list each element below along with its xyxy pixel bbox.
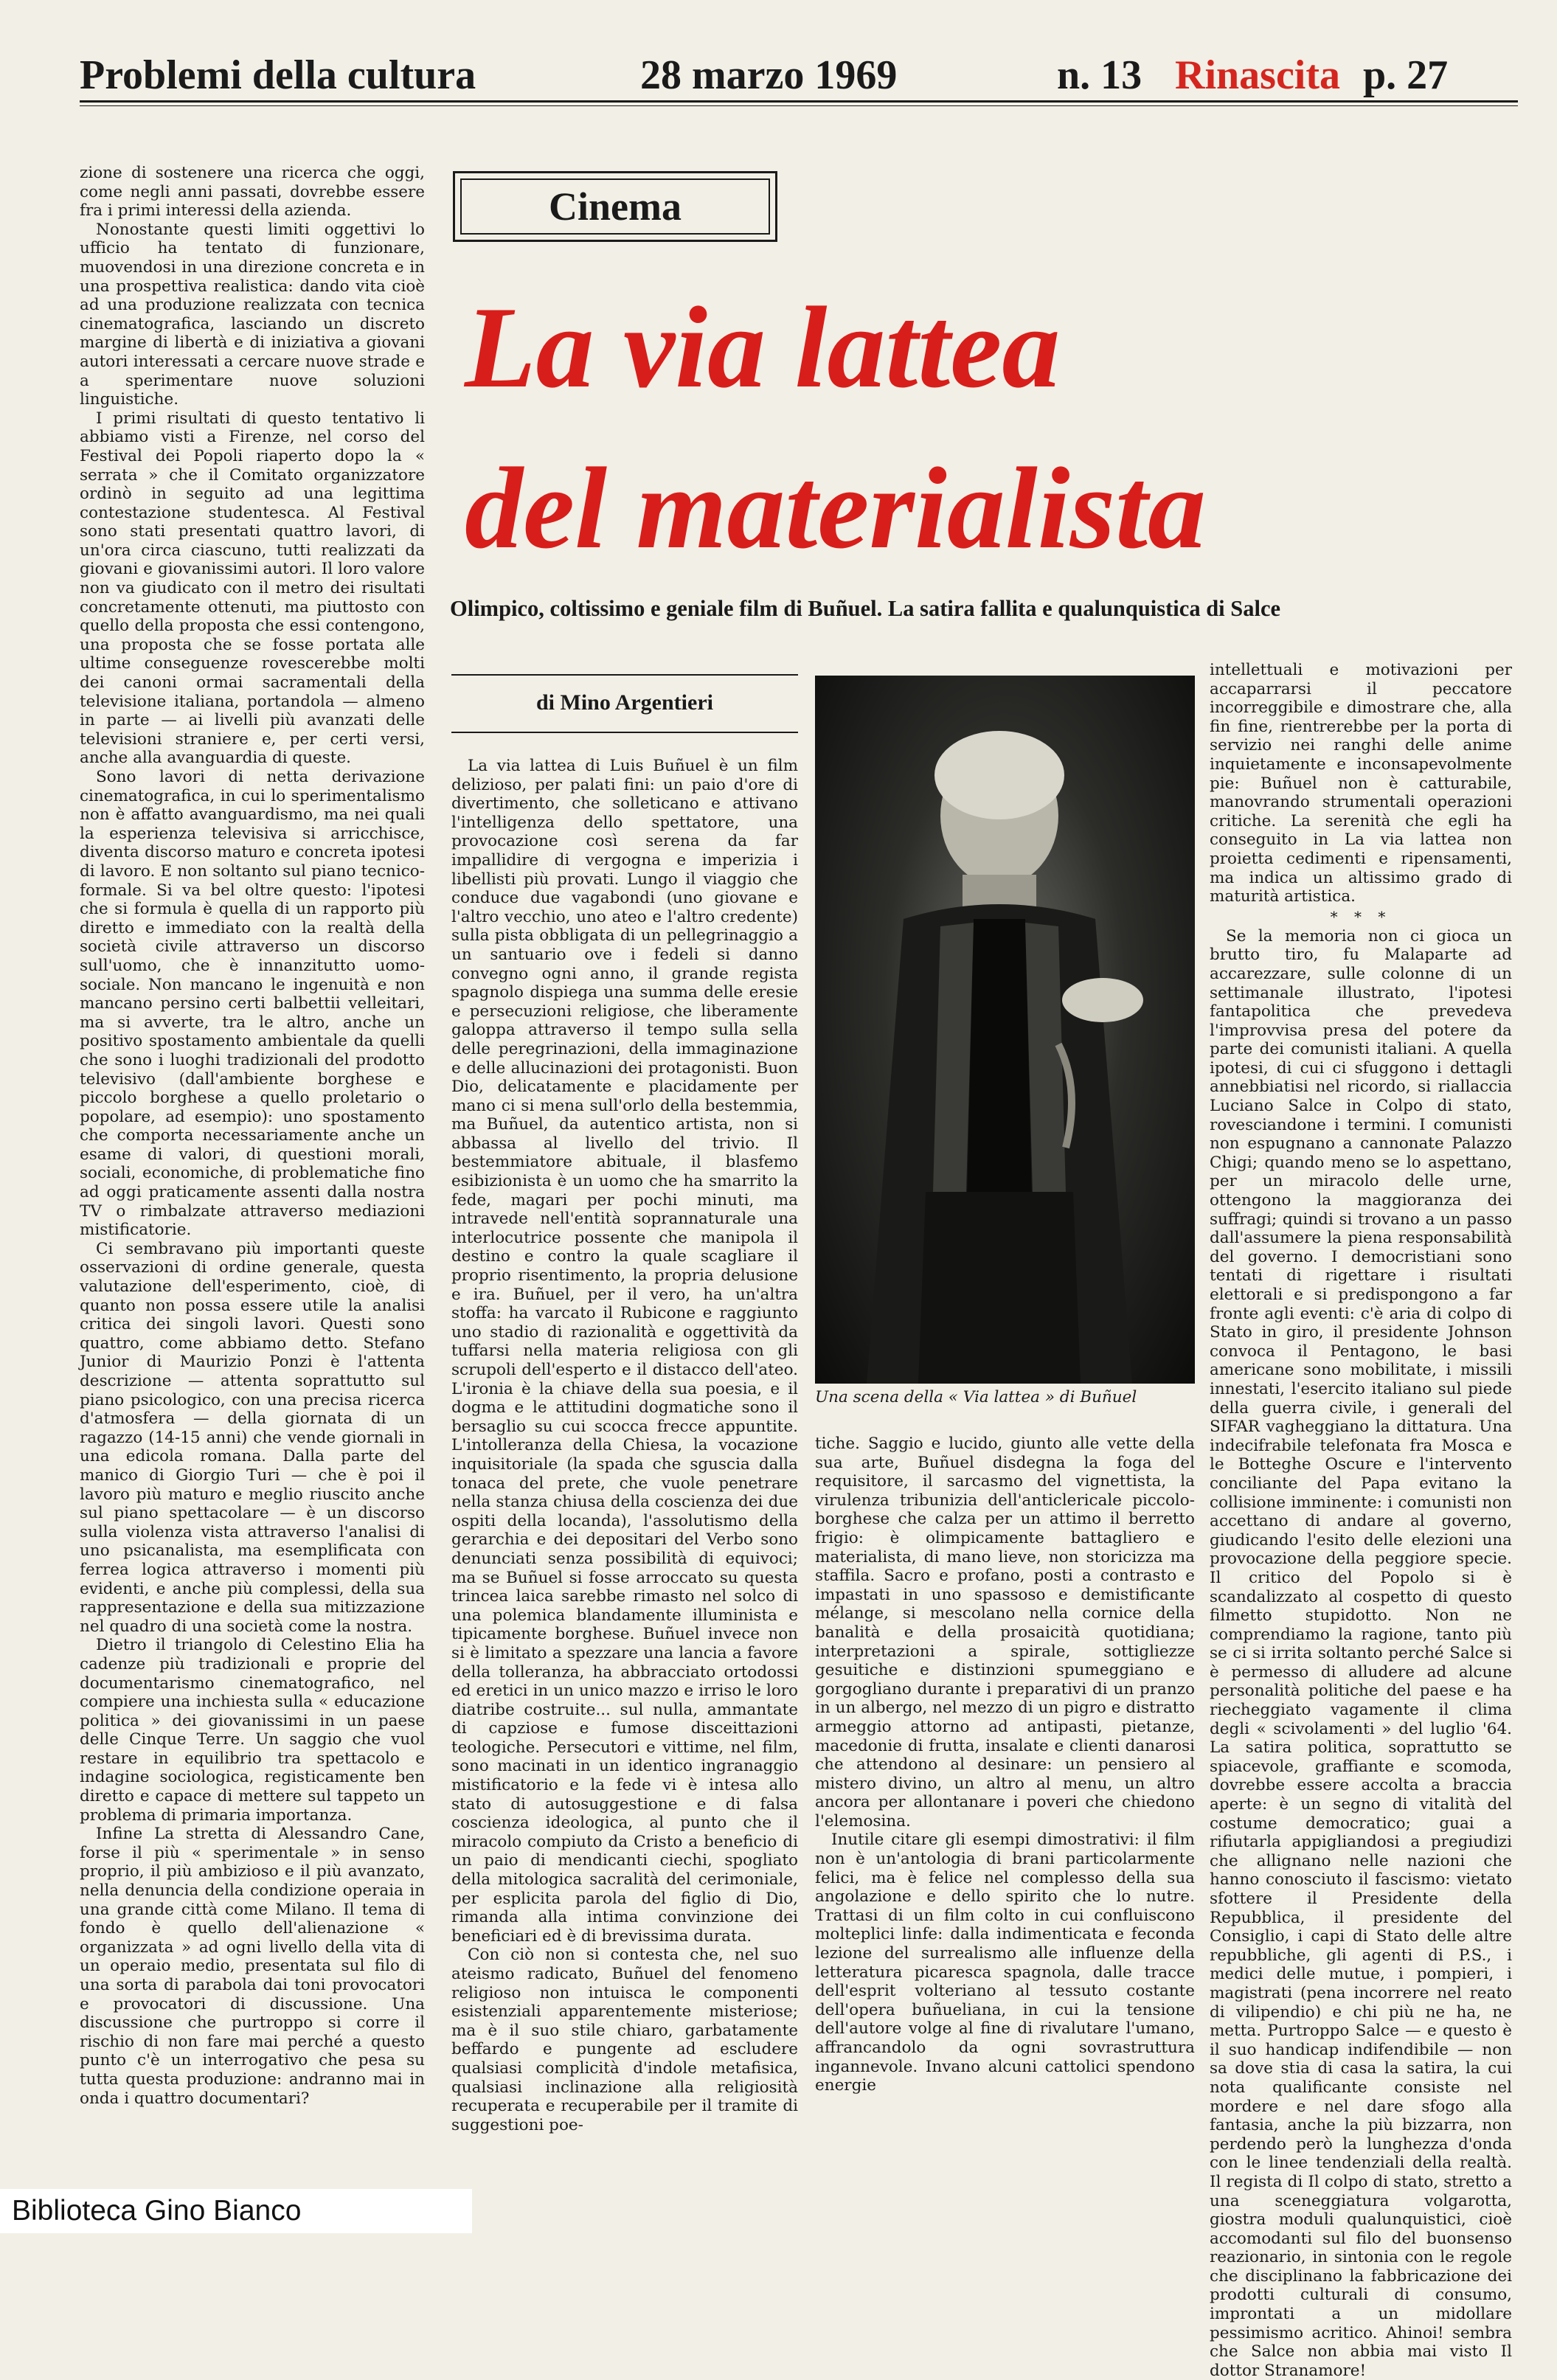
article-subtitle: Olimpico, coltissimo e geniale film di Buñuel. La satira fallita e qualunquistica di Salce	[450, 596, 1281, 621]
library-watermark: Biblioteca Gino Bianco	[0, 2189, 472, 2233]
page-header	[80, 44, 1518, 103]
byline-rule-top	[451, 674, 798, 676]
paragraph: Dietro il triangolo di Celestino Elia ha cadenze più tradizionali e proprie del documentarismo cinematografico, nel compiere una inchiesta sulla « educazione politica » dei giovanissimi in un paese delle Cinque Terre. Un saggio che vuol restare in equilibrio tra spettacolo e indagine sociologica, registicamente ben diretto e capace di mettere sul tappeto un problema di primaria importanza.	[80, 1636, 425, 1825]
header-date: 28 marzo 1969	[640, 52, 898, 98]
header-section-title: Problemi della cultura	[80, 52, 476, 98]
header-rule	[80, 100, 1518, 103]
column-4-part-a	[1210, 661, 1512, 906]
column-4-part-b	[1210, 927, 1512, 2380]
header-magazine-name: Rinascita	[1175, 52, 1340, 98]
film-still-photo	[815, 676, 1195, 1384]
column-2	[451, 757, 798, 2134]
column-4	[1210, 661, 1512, 2380]
paragraph: Nonostante questi limiti oggettivi lo ufficio ha tentato di funzionare, muovendosi in una direzione concreta e in una prospettiva realistica: dando vita cioè ad una produzione realizzata con tecnica cinematografica, lasciando un discreto margine di libertà e di iniziativa a giovani autori interessati a cercare nuove strade e a sperimentare nuove soluzioni linguistiche.	[80, 220, 425, 409]
header-issue-number: n. 13	[1057, 52, 1142, 98]
paragraph: Ci sembravano più importanti queste osservazioni di ordine generale, questa valutazione dell'esperimento, cioè, di quanto non possa essere utile la analisi critica dei singoli lavori. Questi sono quattro, come abbiamo detto. Stefano Junior di Maurizio Ponzi è l'attenta descrizione — attenta soprattutto sul piano psicologico, con una precisa ricerca d'atmosfera — della giornata di un ragazzo (14-15 anni) che vende giornali in una edicola romana. Dalla parte del manico di Giorgio Turi — che è poi il lavoro più maturo e meglio riuscito anche sul piano spettacolare — è un discorso sulla violenza vista attraverso l'analisi di uno psicanalista, ma esemplificata con ferrea logica attraverso i momenti più evidenti, e anche più complessi, della sua rappresentazione e della sua mitizzazione nel quadro di una società come la nostra.	[80, 1239, 425, 1636]
paragraph: Inutile citare gli esempi dimostrativi: il film non è un'antologia di brani particolarmente felici, ma è felice nel complesso della sua angolazione e dello spirito che lo nutre. Trattasi di un film colto in cui confluiscono molteplici linfe: dalla indimenticata e feconda lezione del surrealismo alle influenze della letteratura picaresca spagnola, dalle tracce dell'esprit volteriano al tessuto costante dell'opera buñueliana, in cui la tensione dell'autore volge al fine di rivalutare l'umano, affrancandolo da ogni sovrastruttura ingannevole. Invano alcuni cattolici spendono energie	[815, 1831, 1195, 2095]
paragraph: Se la memoria non ci gioca un brutto tiro, fu Malaparte ad accarezzare, sulle colonne di un settimanale illustrato, l'ipotesi fantapolitica che prevedeva l'improvvisa presa del potere da parte dei comunisti italiani. A quella ipotesi, di cui ci sfuggono i dettagli annebbiatisi nel ricordo, si riallaccia Luciano Salce in Colpo di stato, rovesciandone i termini. I comunisti non espugnano a cannonate Palazzo Chigi; quando meno se lo aspettano, per un miracolo delle urne, ottengono la maggioranza dei suffragi; quindi si trovano a un passo dall'assumere la piena responsabilità del governo. I democristiani sono tentati di rigettare i risultati elettorali e si predispongono a far fronte agli eventi: c'è aria di colpo di Stato in giro, il presidente Johnson convoca il Pentagono, le basi americane sono mobilitate, i missili innestati, l'esercito italiano sul piede della guerra civile, i generali del SIFAR vagheggiano la dittatura. Una indecifrabile telefonata fra Mosca e le Botteghe Oscure e l'intervento conciliante del Papa evitano la collisione imminente: i comunisti non accettano di andare al governo, giudicando l'esito delle elezioni una provocazione della peggiore specie. Il critico del Popolo si è scandalizzato al cospetto di questo filmetto stupidotto. Non ne comprendiamo la ragione, tanto più se ci si irrita soltanto perché Salce si è permesso di alludere ad alcune personalità politiche del paese e ha riecheggiato vagamente il clima degli « scivolamenti » del luglio '64. La satira politica, soprattutto se spiacevole, graffiante e scomoda, dovrebbe essere accolta a braccia aperte: è un segno di vitalità del costume democratico; guai a rifiutarla appigliandosi a pregiudizi che allignano nelle nazioni che hanno conosciuto il fascismo: vietato sfottere il Presidente della Repubblica, il presidente del Consiglio, i capi di Stato delle altre repubbliche, gli agenti di P.S., i medici delle mutue, i pompieri, i magistrati (pena incorrere nel reato di vilipendio) e chi più ne ha, ne metta. Purtroppo Salce — e questo è il suo handicap indifendibile — non sa dove stia di casa la satira, la cui nota qualificante consiste nel mordere e nel dare sfogo alla fantasia, anche la più bizzarra, non perdendo però la lunghezza d'onda con le linee tendenziali della realtà. Il regista di Il colpo di stato, stretto a una sceneggiatura volgarotta, giostra moduli qualunquistici, cioè accomodanti sul filo del buonsenso reazionario, in sintonia con le regole che disciplinano la fabbricazione dei prodotti culturali di consumo, improntati a un midollare pessimismo acritico. Ahinoi! sembra che Salce non abbia mai visto Il dottor Stranamore!	[1210, 926, 1512, 2380]
section-kicker: Cinema	[460, 178, 770, 235]
section-separator: * * *	[1330, 907, 1392, 926]
paragraph: Infine La stretta di Alessandro Cane, forse il più « sperimentale » in senso proprio, il più ambizioso e il più avanzato, nella denuncia della condizione operaia in una grande città come Milano. Il tema di fondo è quello dell'alienazione « organizzata » ad ogni livello della vita di un operaio medio, presentata sul filo di una sorta di parabola dai toni provocatori e provocatori di discussione. Una discussione che purtroppo si corre il rischio di non fare mai perché a questo punto c'è un interrogativo che pesa su tutta questa produzione: andranno mai in onda i quattro documentari?	[80, 1825, 425, 2108]
column-3	[815, 1434, 1195, 2095]
article-title-line-2: del materialista	[465, 444, 1207, 573]
paragraph: tiche. Saggio e lucido, giunto alle vette della sua arte, Buñuel disdegna la foga del requisitore, il sarcasmo del vignettista, la virulenza tribunizia dell'anticlericale piccolo-borghese che calza per un attimo il berretto frigio: è olimpicamente battagliero e materialista, di mano lieve, non storicizza ma staffila. Sacro e profano, posti a contrasto e impastati in uno spassoso e demistificante mélange, si mescolano nella cornice della banalità e della prosaicità quotidiana; interpretazioni a spirale, sottigliezze gesuitiche e distinzioni spumeggiano e gorgogliano durante i preparativi di un pranzo in un albergo, nel mezzo di un pigro e distratto armeggio attorno ad antipasti, pietanze, macedonie di frutta, insalate e clienti danarosi che attendono al desinare: un pensiero al mistero divino, un altro al menu, un altro ancora per allontanare i poveri che chiedono l'elemosina.	[815, 1434, 1195, 1831]
paragraph: Con ciò non si contesta che, nel suo ateismo radicato, Buñuel del fenomeno religioso non intuisca le componenti esistenziali apparentemente misteriose; ma è il suo stile chiaro, garbatamente beffardo e pungente ad escludere qualsiasi complicità d'indole metafisica, qualsiasi inclinazione alla religiosità recuperata e recuperabile per il tramite di suggestioni poe-	[451, 1946, 798, 2134]
paragraph: Sono lavori di netta derivazione cinematografica, in cui lo sperimentalismo non è affatto avanguardismo, ma nei quali la esperienza televisiva si arricchisce, diventa discorso maturo e concreta ipotesi di lavoro. E non soltanto sul piano tecnico-formale. Si va bel oltre questo: l'ipotesi che si formula è quella di un rapporto più diretto e immediato con la realtà della società civile attraverso un discorso sull'uomo, che è innanzitutto uomo-sociale. Non mancano le ingenuità e non mancano persino certi balbettii velleitari, ma si avverte, tra le altro, anche un positivo spostamento ambientale da quelli che sono i luoghi tradizionali del prodotto televisivo (dall'ambiente borghese e piccolo borghese a quello proletario o popolare, ad esempio): uno spostamento che comporta necessariamente anche un esame di valori, di questioni morali, sociali, economiche, di problematiche fino ad oggi praticamente assenti dalla nostra TV o rimbalzate attraverso mediazioni mistificatorie.	[80, 768, 425, 1240]
article-title-line-1: La via lattea	[465, 283, 1061, 412]
paragraph: zione di sostenere una ricerca che oggi, come negli anni passati, dovrebbe essere fra i primi interessi della azienda.	[80, 164, 425, 221]
header-page-number: p. 27	[1363, 52, 1449, 98]
paragraph: I primi risultati di questo tentativo li abbiamo visti a Firenze, nel corso del Festival dei Popoli riaperto dopo la « serrata » che il Comitato organizzatore ordinò in seguito ad una legittima contestazione studentesca. Al Festival sono stati presentati quattro lavori, di un'ora circa ciascuno, tutti realizzati da giovani e giovanissimi autori. Il loro valore non va giudicato con il metro dei risultati concretamente ottenuti, ma piuttosto con quello della proposta che essi contengono, una proposta che se fosse portata alle ultime conseguenze rovescerebbe molti dei canoni ormai sacramentali della televisione italiana, portandola — almeno in parte — ai livelli più avanzati delle televisioni straniere e, per certi versi, anche alla avanguardia di queste.	[80, 409, 425, 768]
priest-figure-image	[815, 676, 1195, 1384]
column-1	[80, 164, 425, 2108]
article-byline: di Mino Argentieri	[536, 690, 713, 715]
paragraph: La via lattea di Luis Buñuel è un film delizioso, per palati fini: un paio d'ore di divertimento, che solleticano e attivano l'intelligenza dello spettatore, una provocazione così serena da far impallidire di vergogna e imperizia i libellisti più provati. Lungo il viaggio che conduce due vagabondi (uno giovane e l'altro vecchio, uno ateo e l'altro credente) sulla pista obbligata di un pellegrinaggio a un santuario ove i fedeli si danno convegno ogni anno, il grande regista spagnolo dispiega una summa delle eresie e persecuzioni religiose, che liberamente galoppa attraverso il tempo sulla sella delle peregrinazioni, della immaginazione e delle allucinazioni dei protagonisti. Buon Dio, delicatamente e placidamente per mano ci si mena sull'orlo della bestemmia, ma Buñuel, da autentico artista, non si abbassa al livello del trivio. Il bestemmiatore abituale, il blasfemo esibizionista è un uomo che ha smarrito la fede, magari per pochi minuti, ma intravede nell'entità soprannaturale una interlocutrice possente che manipola il destino e contro la quale scagliare il proprio risentimento, la propria delusione e ira. Buñuel, per il vero, ha un'altra stoffa: ha varcato il Rubicone e raggiunto uno stadio di razionalità e oggettività da tuffarsi nella materia religiosa con gli scrupoli dell'esperto e il distacco dell'ateo. L'ironia è la chiave della sua poesia, e il dogma e le attitudini dogmatiche sono il bersaglio su cui scocca frecce appuntite. L'intolleranza della Chiesa, la vocazione inquisitoriale (la spada che sguscia dalla tonaca del prete, che vuole penetrare nella stanza chiusa della coscienza dei due ospiti della locanda), l'assolutismo della gerarchia e dei depositari del Verbo sono denunciati senza possibilità di equivoci; ma se Buñuel si fosse arroccato su questa trincea laica sarebbe rimasto nel solco di una polemica blandamente illuminista e tipicamente borghese. Buñuel invece non si è limitato a spezzare una lancia a favore della tolleranza, ha abbracciato ortodossi ed eretici in un unico mazzo e irriso le loro diatribe costruite... sul nulla, ammantate di capziose e fumose disceittazioni teologiche. Persecutori e vittime, nel film, sono macinati in un identico ingranaggio mistificatorio e la fede vi è intesa allo stato di autosuggestione e di falsa coscienza ideologica, al punto che il miracolo compiuto da Cristo a beneficio di un paio di mendicanti ciechi, spogliato della mitologica sacralità del cerimoniale, per esplicita parola del figlio di Dio, rimanda alla intima convinzione dei beneficiari ed è di brevissima durata.	[451, 757, 798, 1946]
byline-rule-bottom	[451, 732, 798, 733]
section-kicker-box	[453, 171, 777, 242]
photo-caption: Una scena della « Via lattea » di Buñuel	[815, 1388, 1137, 1406]
paragraph: intellettuali e motivazioni per accaparrarsi il peccatore incorreggibile e dimostrare che, alla fin fine, rientrerebbe per la porta di servizio nei ranghi delle anime inquietamente e inconsapevolmente pie: Buñuel non è catturabile, manovrando strumentali operazioni critiche. La serenità che egli ha conseguito in La via lattea non proietta cedimenti e ripensamenti, ma indica un altissimo grado di maturità artistica.	[1210, 661, 1512, 906]
header-rule-thin	[80, 105, 1518, 106]
